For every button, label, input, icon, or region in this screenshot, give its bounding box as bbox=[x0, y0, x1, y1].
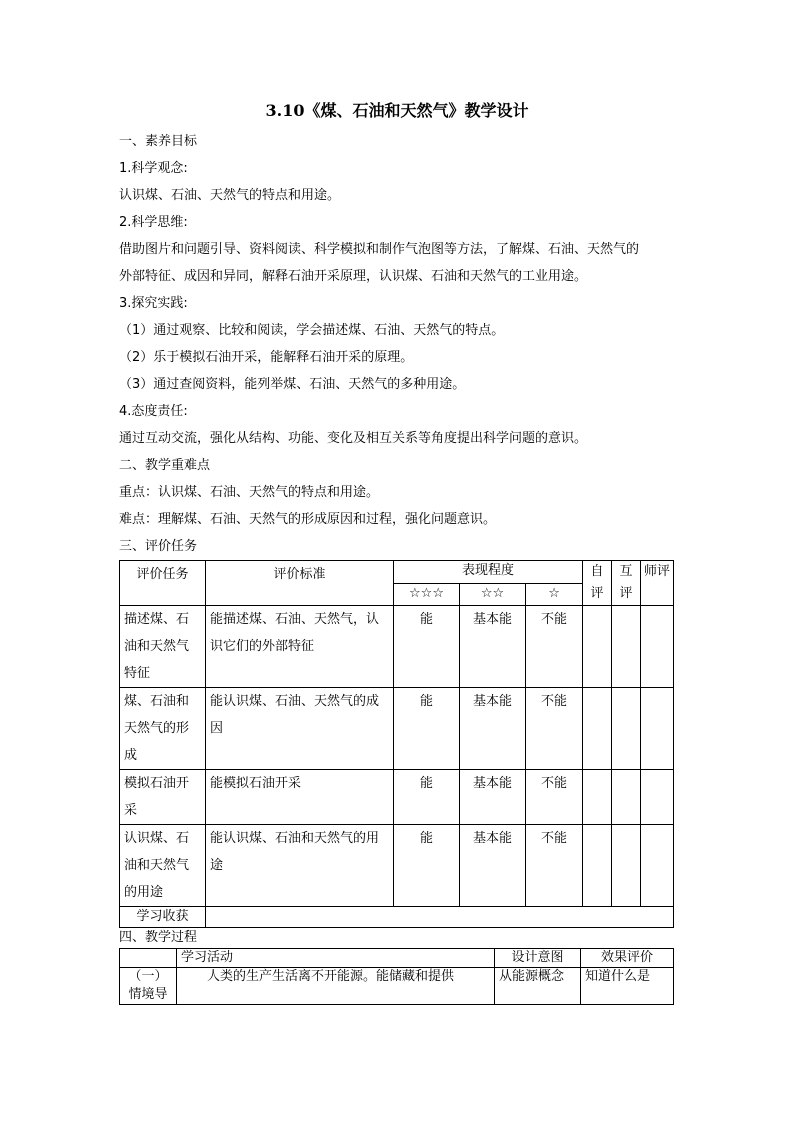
process-header-row bbox=[120, 949, 674, 968]
document-content bbox=[119, 96, 675, 1005]
task-cell: 模拟石油开采 bbox=[120, 770, 206, 825]
document-title: 3.10《煤、石油和天然气》教学设计 bbox=[265, 101, 529, 120]
process-table bbox=[119, 948, 674, 1005]
process-stage-text: （一）情境导 bbox=[128, 969, 168, 1002]
header-two-stars: ☆☆ bbox=[460, 583, 526, 606]
process-intent-cell: 从能源概念 bbox=[495, 968, 581, 1005]
evaluation-table bbox=[119, 560, 674, 928]
section-heading-goals: 一、素养目标 bbox=[119, 134, 198, 149]
standard-cell: 能描述煤、石油、天然气，认识它们的外部特征 bbox=[206, 606, 394, 688]
teacher-eval-cell bbox=[641, 770, 674, 825]
section-heading-evaluation: 三、评价任务 bbox=[119, 539, 198, 554]
subheading-attitude: 4.态度责任: bbox=[119, 404, 188, 419]
level-three-cell: 能 bbox=[394, 825, 460, 907]
paragraph-science-thinking-1: 借助图片和问题引导、资料阅读、科学模拟和制作气泡图等方法，了解煤、石油、天然气的 bbox=[119, 242, 640, 257]
inquiry-item-2: （2）乐于模拟石油开采，能解释石油开采的原理。 bbox=[119, 350, 414, 365]
header-three-stars: ☆☆☆ bbox=[394, 583, 460, 606]
peer-eval-cell bbox=[612, 606, 641, 688]
level-one-cell: 不能 bbox=[526, 770, 583, 825]
self-eval-cell bbox=[583, 825, 612, 907]
header-performance: 表现程度 bbox=[394, 561, 583, 584]
level-two-cell: 基本能 bbox=[460, 688, 526, 770]
process-header-stage bbox=[120, 949, 177, 968]
standard-cell: 能模拟石油开采 bbox=[206, 770, 394, 825]
header-self-eval: 自评 bbox=[583, 561, 612, 606]
table-row bbox=[120, 606, 674, 688]
paragraph-science-concept: 认识煤、石油、天然气的特点和用途。 bbox=[119, 188, 341, 203]
header-teacher-eval: 师评 bbox=[641, 561, 674, 606]
level-two-cell: 基本能 bbox=[460, 825, 526, 907]
table-row bbox=[120, 770, 674, 825]
task-cell: 认识煤、石油和天然气的用途 bbox=[120, 825, 206, 907]
peer-eval-cell bbox=[612, 825, 641, 907]
subheading-science-concept: 1.科学观念: bbox=[119, 161, 188, 176]
section-heading-process: 四、教学过程 bbox=[119, 930, 198, 945]
harvest-row bbox=[120, 907, 674, 928]
process-stage-cell bbox=[120, 968, 177, 1005]
standard-cell: 能认识煤、石油和天然气的用途 bbox=[206, 825, 394, 907]
header-standard: 评价标准 bbox=[206, 561, 394, 606]
table-row bbox=[120, 688, 674, 770]
key-point: 重点：认识煤、石油、天然气的特点和用途。 bbox=[119, 485, 380, 500]
table-row bbox=[120, 825, 674, 907]
process-row bbox=[120, 968, 674, 1005]
header-one-star: ☆ bbox=[526, 583, 583, 606]
level-three-cell: 能 bbox=[394, 688, 460, 770]
process-activity-cell: 人类的生产生活离不开能源。能储藏和提供 bbox=[177, 968, 495, 1005]
header-peer-eval: 互评 bbox=[612, 561, 641, 606]
task-cell: 煤、石油和天然气的形成 bbox=[120, 688, 206, 770]
paragraph-science-thinking-2: 外部特征、成因和异同，解释石油开采原理，认识煤、石油和天然气的工业用途。 bbox=[119, 269, 588, 284]
harvest-label: 学习收获 bbox=[120, 907, 206, 928]
inquiry-item-1: （1）通过观察、比较和阅读，学会描述煤、石油、天然气的特点。 bbox=[119, 323, 505, 338]
harvest-content bbox=[206, 907, 674, 928]
teacher-eval-cell bbox=[641, 606, 674, 688]
peer-eval-cell bbox=[612, 688, 641, 770]
level-one-cell: 不能 bbox=[526, 825, 583, 907]
level-three-cell: 能 bbox=[394, 770, 460, 825]
process-header-effect: 效果评价 bbox=[581, 949, 674, 968]
self-eval-cell bbox=[583, 688, 612, 770]
section-heading-key-points: 二、教学重难点 bbox=[119, 458, 211, 473]
process-header-intent: 设计意图 bbox=[495, 949, 581, 968]
level-one-cell: 不能 bbox=[526, 606, 583, 688]
inquiry-item-3: （3）通过查阅资料，能列举煤、石油、天然气的多种用途。 bbox=[119, 377, 466, 392]
process-header-activity: 学习活动 bbox=[177, 949, 495, 968]
level-one-cell: 不能 bbox=[526, 688, 583, 770]
level-two-cell: 基本能 bbox=[460, 606, 526, 688]
teacher-eval-cell bbox=[641, 688, 674, 770]
subheading-science-thinking: 2.科学思维: bbox=[119, 215, 188, 230]
peer-eval-cell bbox=[612, 770, 641, 825]
process-effect-cell: 知道什么是 bbox=[581, 968, 674, 1005]
self-eval-cell bbox=[583, 606, 612, 688]
difficult-point: 难点：理解煤、石油、天然气的形成原因和过程，强化问题意识。 bbox=[119, 512, 497, 527]
header-task: 评价任务 bbox=[120, 561, 206, 606]
paragraph-attitude: 通过互动交流，强化从结构、功能、变化及相互关系等角度提出科学问题的意识。 bbox=[119, 431, 588, 446]
subheading-inquiry-practice: 3.探究实践: bbox=[119, 296, 188, 311]
teacher-eval-cell bbox=[641, 825, 674, 907]
task-cell: 描述煤、石油和天然气特征 bbox=[120, 606, 206, 688]
standard-cell: 能认识煤、石油、天然气的成因 bbox=[206, 688, 394, 770]
self-eval-cell bbox=[583, 770, 612, 825]
level-three-cell: 能 bbox=[394, 606, 460, 688]
table-header-row bbox=[120, 561, 674, 584]
level-two-cell: 基本能 bbox=[460, 770, 526, 825]
